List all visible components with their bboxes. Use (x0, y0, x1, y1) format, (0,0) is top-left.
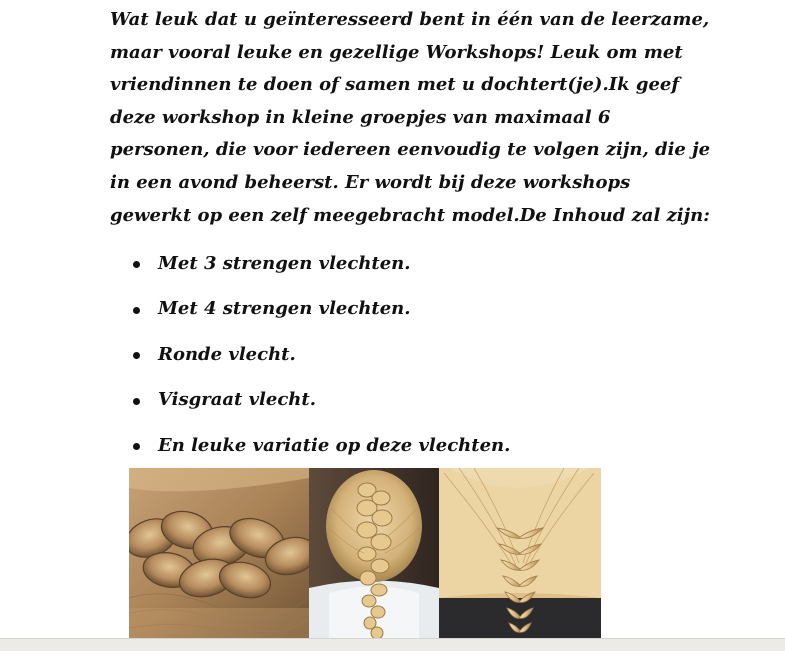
intro-line: deze workshop in kleine groepjes van maximaal 6 (110, 106, 611, 128)
list-item (133, 241, 510, 287)
list-item (133, 332, 510, 378)
intro-line: maar vooral leuke en gezellige Workshops! Leuk om met (110, 41, 683, 63)
bullet-icon (133, 261, 140, 268)
list-item-text: Visgraat vlecht. (158, 389, 316, 411)
bottom-status-bar (0, 638, 785, 651)
intro-line: gewerkt op een zelf meegebracht model.De Inhoud zal zijn: (110, 204, 710, 226)
list-item-text: Met 3 strengen vlechten. (158, 252, 411, 274)
list-item (133, 378, 510, 424)
intro-line: in een avond beheerst. Er wordt bij deze workshops (110, 171, 631, 193)
dutch-braid-photo (129, 468, 309, 638)
intro-line: vriendinnen te doen of samen met u dochtert(je).Ik geef (110, 74, 680, 96)
bullet-icon (133, 398, 140, 405)
bullet-icon (133, 443, 140, 450)
intro-line: Wat leuk dat u geïnteresseerd bent in één van de leerzame, (110, 9, 710, 30)
intro-line: personen, die voor iedereen eenvoudig te volgen zijn, die je (110, 139, 711, 161)
list-item-text: En leuke variatie op deze vlechten. (158, 434, 511, 456)
bullet-icon (133, 307, 140, 314)
bullet-icon (133, 352, 140, 359)
workshop-content-list (133, 241, 510, 469)
braid-photo-strip (129, 468, 601, 638)
intro-paragraph (110, 4, 711, 232)
list-item (133, 287, 510, 333)
list-item (133, 423, 510, 469)
list-item-text: Ronde vlecht. (158, 343, 296, 365)
list-item-text: Met 4 strengen vlechten. (158, 298, 411, 320)
fishtail-braid-photo (439, 468, 601, 638)
french-braid-photo (309, 468, 439, 638)
